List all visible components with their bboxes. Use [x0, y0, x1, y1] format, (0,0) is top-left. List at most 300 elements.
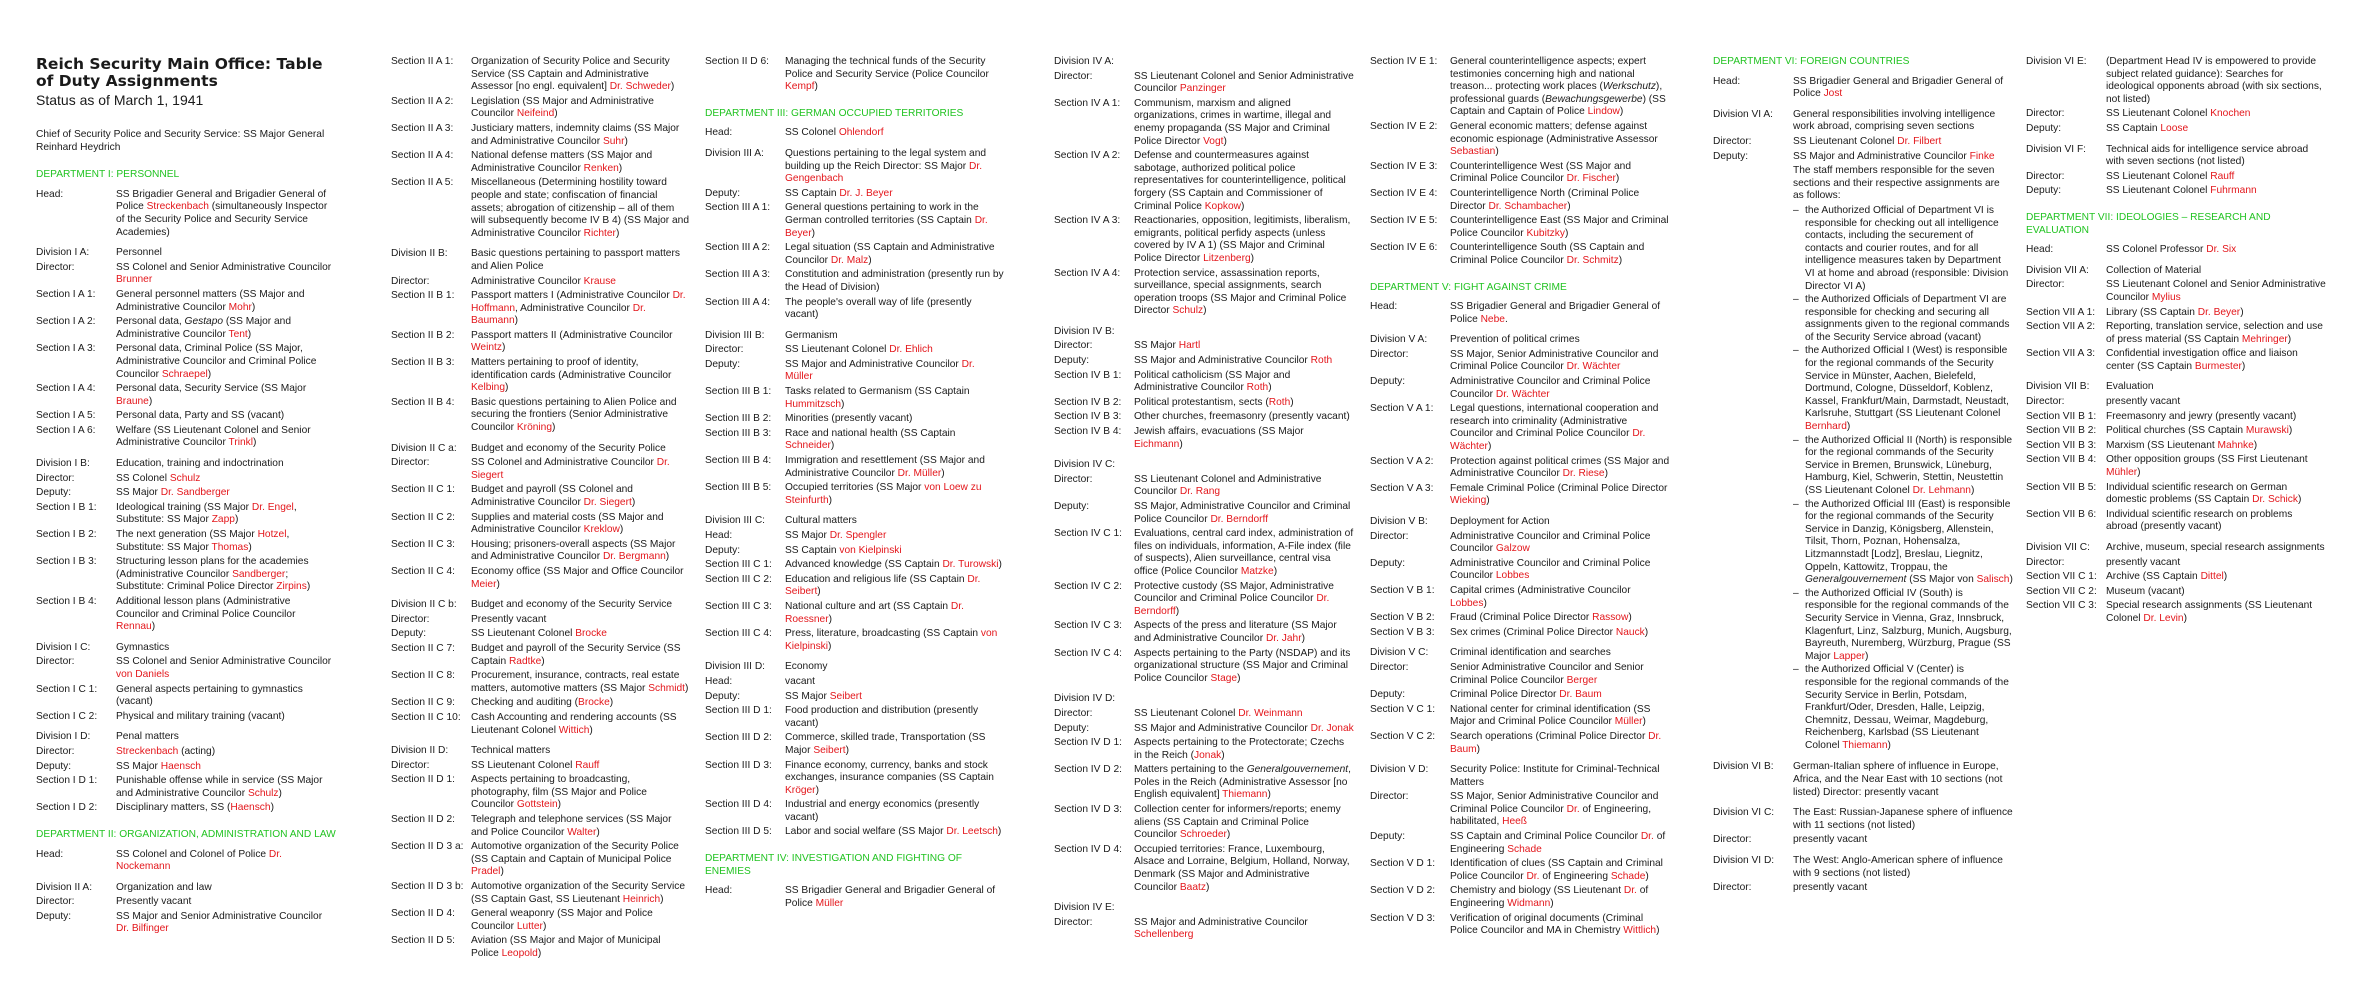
person-name: Dr. Gengenbach [785, 160, 983, 185]
duty-entry [36, 487, 336, 500]
entry-label: Director: [391, 457, 430, 469]
person-name: Schade [1610, 870, 1646, 882]
text-run: Organization and law [116, 881, 212, 893]
person-name: Wittich [558, 724, 590, 736]
person-name: Dr. [1566, 803, 1580, 815]
text-run: Administrative Councilor [471, 275, 584, 287]
entry-label: Section III C 3: [705, 600, 772, 612]
column-6 [1713, 56, 2013, 897]
text-run: SS Colonel [116, 472, 170, 484]
entry-label: Division IV C: [1054, 459, 1116, 471]
entry-label: Head: [705, 127, 733, 139]
text-run: ) [207, 368, 212, 380]
entry-text [1793, 136, 2013, 149]
duty-entry [1054, 370, 1354, 395]
duty-entry [391, 712, 691, 737]
duty-entry [1370, 121, 1670, 159]
duty-entry [391, 628, 691, 641]
text-run: of Engineering [1450, 885, 1649, 910]
department-heading: DEPARTMENT V: FIGHT AGAINST CRIME [1370, 281, 1567, 293]
entry-label: Division I B: [36, 458, 90, 470]
entry-text [1450, 858, 1670, 883]
department-heading: DEPARTMENT I: PERSONNEL [36, 169, 180, 181]
text-run: Basic questions pertaining to passport matters and Alien Police [471, 248, 680, 272]
person-name: Dr. Baum [1559, 689, 1602, 701]
duty-entry [705, 413, 1005, 426]
entry-text [1793, 205, 2013, 754]
entry-label: Deputy: [1370, 557, 1406, 569]
duty-entry [1054, 98, 1354, 148]
duty-entry [391, 881, 691, 906]
duty-entry [705, 691, 1005, 704]
entry-label: Director: [36, 472, 75, 484]
text-run: ) [505, 382, 509, 394]
duty-entry [705, 628, 1005, 653]
entry-text [785, 601, 1005, 626]
entry-text [1134, 501, 1354, 526]
entry-label: Section IV A 1: [1054, 97, 1121, 109]
duty-entry [36, 247, 336, 260]
text-run: Political churches (SS Captain [2106, 425, 2246, 437]
text-run: Structuring lesson plans for the academies (Administrative Councilor [116, 556, 309, 580]
person-name: Dr. Roessner [785, 600, 964, 625]
entry-label: Section I A 6: [36, 424, 96, 436]
entry-text [471, 539, 691, 564]
text-run: Administrative Councilor and Criminal Police Councilor [1450, 376, 1651, 400]
text-run: SS Lieutenant Colonel [2106, 170, 2211, 182]
person-name: Rennau [116, 621, 152, 633]
person-name: Thiemann [1222, 789, 1268, 801]
person-name: Neifeind [516, 108, 555, 120]
entry-text [471, 712, 691, 737]
text-run: Security Police: Institute for Criminal-Technical Matters [1450, 764, 1660, 788]
text-run: ) [514, 315, 519, 327]
text-run: Education, training and indoctrination [116, 458, 284, 470]
text-run: ) [1267, 789, 1271, 801]
entry-label: Deputy: [2026, 185, 2062, 197]
duty-entry [391, 56, 691, 94]
entry-label: Section VII B 5: [2026, 481, 2097, 493]
duty-entry [1370, 516, 1670, 529]
person-name: Dr. Müller [897, 467, 942, 479]
column-body [1370, 56, 1670, 938]
person-name: Walter [567, 826, 597, 838]
text-run: ) [2137, 467, 2141, 479]
text-run: Verification of original documents (Criminal Police Councilor and MA in Chemistry [1450, 912, 1644, 937]
text-run: Education and religious life (SS Captain [785, 573, 968, 585]
entry-text [1134, 737, 1354, 762]
person-name: Seibert [813, 744, 846, 756]
duty-entry [391, 814, 691, 839]
entry-text [471, 330, 691, 355]
duty-entry [36, 656, 336, 681]
entry-text [116, 425, 336, 450]
entry-label: Director: [1054, 916, 1093, 928]
duty-entry [36, 731, 336, 744]
text-run: Museum (vacant) [2106, 585, 2185, 597]
text-run: SS Colonel [785, 127, 839, 139]
text-run: Evaluations, central card index, administration of files on individuals, information, A-File index (file of suspects), Alien surveillance, central visa office (Police Councilor [1134, 528, 1354, 577]
duty-entry [1370, 558, 1670, 583]
entry-label: Director: [1370, 348, 1409, 360]
text-run: Other churches, freemasonry (presently vacant) [1134, 411, 1350, 423]
entry-text [471, 123, 691, 148]
person-name: Streckenbach [116, 745, 179, 757]
entry-label: Director: [36, 745, 75, 757]
text-run: Physical and military training (vacant) [116, 710, 285, 722]
duty-entry [1370, 349, 1670, 374]
duty-entry [2026, 381, 2326, 394]
entry-label: Section III D 4: [705, 799, 772, 811]
text-run: ) [1237, 672, 1241, 684]
text-run: ) [1564, 227, 1569, 239]
entry-label: Director: [1370, 791, 1409, 803]
text-run: Constitution and administration (presently run by the Head of Division) [785, 269, 1004, 293]
text-run: Race and national health (SS Captain [785, 427, 956, 439]
entry-text [1134, 459, 1354, 472]
duty-entry [391, 484, 691, 509]
entry-text [2106, 348, 2326, 373]
entry-text [785, 545, 1005, 558]
entry-label: Deputy: [1054, 501, 1090, 512]
duty-entry [391, 150, 691, 175]
text-run: SS Lieutenant Colonel [2106, 185, 2211, 197]
entry-label: Section V B 1: [1370, 584, 1435, 596]
person-name: Müller [1614, 716, 1643, 728]
duty-entry [36, 596, 336, 634]
entry-text [116, 458, 336, 471]
text-run: Economy office (SS Major and Office Councilor [471, 565, 684, 577]
entry-text [1450, 764, 1670, 789]
person-name: Rauff [575, 759, 600, 771]
duty-entry [1370, 858, 1670, 883]
entry-text [1134, 355, 1354, 368]
entry-text [2106, 557, 2326, 570]
entry-label: Section VII B 4: [2026, 454, 2097, 466]
entry-label: Section II C 10: [391, 711, 461, 723]
person-name: Dr. Malz [830, 254, 869, 266]
duty-entry [1370, 585, 1670, 610]
entry-text [1793, 165, 2013, 203]
entry-text [116, 849, 336, 874]
entry-text [1450, 161, 1670, 186]
person-name: Dittel [2200, 571, 2224, 583]
text-run: (SS Major and Administrative Councilor [116, 316, 291, 340]
entry-text [471, 512, 691, 537]
duty-entry [705, 386, 1005, 411]
italic-term: Generalgouvernement [1246, 764, 1349, 776]
duty-entry [1370, 188, 1670, 213]
duty-entry [36, 911, 336, 936]
entry-label: Section IV E 4: [1370, 187, 1438, 199]
text-run: Finance economy, currency, banks and stock exchanges, insurance companies (SS Captain [785, 759, 994, 784]
entry-text [471, 881, 691, 906]
person-name: Heinrich [622, 893, 661, 905]
entry-text [1134, 150, 1354, 213]
text-run: ) [1205, 881, 1210, 893]
text-run: ) [660, 893, 664, 905]
text-run: Female Criminal Police (Criminal Police Director [1450, 482, 1668, 494]
entry-text [785, 628, 1005, 653]
official-list-item [1793, 345, 2013, 433]
entry-text [1450, 612, 1670, 625]
entry-label: Director: [2026, 556, 2065, 568]
person-name: Dr. Riese [1562, 468, 1605, 480]
entry-text [116, 262, 336, 287]
entry-text [1134, 693, 1354, 706]
entry-label: Section IV D 1: [1054, 737, 1122, 749]
entry-text [1134, 426, 1354, 451]
entry-label: Division VII C: [2026, 542, 2090, 553]
duty-entry [1054, 501, 1354, 526]
entry-label: Section VII A 1: [2026, 306, 2096, 318]
text-run: Deployment for Action [1450, 516, 1550, 527]
entry-text [1134, 56, 1354, 69]
entry-text [116, 343, 336, 381]
entry-label: Deputy: [705, 544, 741, 556]
text-run: SS Colonel and Senior Administrative Councilor [116, 656, 332, 668]
text-run: ) [1846, 421, 1851, 433]
entry-text [785, 760, 1005, 798]
duty-entry [1713, 76, 2013, 101]
entry-text [1450, 56, 1670, 119]
duty-entry [1054, 737, 1354, 762]
entry-label: Section VII A 3: [2026, 348, 2096, 360]
entry-text [471, 397, 691, 435]
text-run: ) [845, 744, 849, 756]
person-name: von Daniels [116, 668, 170, 680]
person-name: Pradel [471, 866, 501, 878]
official-list-item [1793, 294, 2013, 344]
entry-text [1450, 483, 1670, 508]
text-run: the Authorized Official V (Center) is responsible for the regional commands of the Security Service in Berlin, Potsdam, Frankfurt/Oder, Dresden, Halle, Leipzig, Chemnitz, Dessau, Weimar, Magdeburg, Reichenberg, Karlsbad (SS Lieutenant Colonel [1805, 664, 2009, 751]
text-run: Organization of Security Police and Security Service (SS Captain and Administrative Assessor [no engl. equivalent] [471, 56, 670, 93]
text-run: ) [618, 162, 623, 174]
entry-label: Section II D 3 a: [391, 841, 464, 853]
text-run: ) [1618, 254, 1623, 266]
text-run: the Authorized Official II (North) is responsible for the regional commands of the Security Service in Bremen, Brunswick, Lüneburg, Hamburg, Kiel, Schwerin, Stettin, Neustettin (SS Lieutenant Colonel [1805, 434, 2013, 496]
person-name: Brunner [116, 274, 153, 286]
text-run: SS Major, Administrative Councilor and Criminal Police Councilor [1134, 501, 1351, 525]
text-run: the Authorized Official I (West) is responsible for the regional commands of the Security Service in Münster, Aachen, Bielefeld, Dortmund, Cologne, Düsseldorf, Koblenz, Kassel, Frankfurt/Main, Darmstadt, Neustadt, Karlsruhe, Stuttgart (SS Lieutenant Colonel [1805, 345, 2009, 420]
entry-label: Section V B 3: [1370, 626, 1435, 638]
duty-entry [391, 908, 691, 933]
text-run: Minorities (presently vacant) [785, 413, 913, 425]
entry-label: Deputy: [705, 358, 741, 370]
entry-text [2106, 321, 2326, 346]
text-run: Presently vacant [471, 613, 547, 625]
duty-entry [36, 473, 336, 486]
entry-label: Section III A 1: [705, 202, 771, 214]
text-run: ) [1495, 146, 1499, 158]
entry-text [471, 935, 691, 960]
text-run: ; Substitute: Criminal Police Director [116, 568, 289, 593]
entry-label: Section III C 4: [705, 628, 772, 640]
person-name: Dr. Fischer [1566, 173, 1616, 185]
duty-entry [1370, 731, 1670, 756]
entry-text [471, 670, 691, 695]
official-list-item [1793, 588, 2013, 664]
entry-label: Section II D 3 b: [391, 881, 464, 893]
text-run: ) [1476, 743, 1481, 755]
text-run: Archive, museum, special research assignments [2106, 542, 2325, 553]
entry-label: Division V D: [1370, 764, 1429, 776]
entry-text [1450, 885, 1670, 910]
text-run: of Engineering [1539, 870, 1611, 882]
entry-label: Section II A 4: [391, 150, 454, 162]
entry-label: Division IV D: [1054, 693, 1116, 705]
entry-text [1450, 662, 1670, 687]
entry-text [2106, 440, 2326, 453]
person-name: Dr. Berndorff [1210, 513, 1269, 525]
person-name: Dr. Berndorff [1134, 593, 1330, 617]
entry-text [1450, 704, 1670, 729]
entry-text [785, 330, 1005, 343]
duty-entry [36, 684, 336, 709]
duty-entry [36, 896, 336, 909]
text-run: ) [234, 514, 239, 526]
duty-entry [1370, 301, 1670, 326]
duty-entry [2026, 396, 2326, 409]
text-run: Justiciary matters, indemnity claims (SS Major and Administrative Councilor [471, 122, 680, 147]
duty-entry [1713, 761, 2013, 799]
text-run: ) [1642, 716, 1646, 728]
duty-entry [1054, 56, 1354, 69]
duty-entry [1054, 528, 1354, 578]
text-run: ) [1487, 441, 1492, 453]
entry-text [785, 885, 1005, 910]
person-name: Tent [228, 328, 248, 340]
entry-label: Division IV A: [1054, 56, 1115, 67]
person-name: Meier [471, 578, 497, 590]
text-run: SS Major, Senior Administrative Councilor and Criminal Police Councilor [1450, 791, 1659, 815]
entry-text [2106, 509, 2326, 534]
entry-label: Director: [1370, 530, 1409, 542]
entry-label: Section IV E 3: [1370, 160, 1438, 172]
entry-text [116, 502, 336, 527]
person-name: Dr. Leetsch [946, 826, 998, 838]
text-run: ) [619, 524, 624, 536]
duty-entry [36, 410, 336, 423]
person-name: von Loew zu Steinfurth [785, 482, 982, 506]
column-body [1054, 56, 1354, 942]
text-run: ) [2183, 612, 2187, 624]
entry-text [1134, 370, 1354, 395]
entry-text [785, 515, 1005, 528]
entry-label: Deputy: [2026, 122, 2062, 134]
text-run: Individual scientific research on German domestic problems (SS Captain [2106, 481, 2288, 506]
text-run: Other opposition groups (SS First Lieutenant [2106, 454, 2308, 466]
entry-text [471, 248, 691, 273]
duty-entry [391, 841, 691, 879]
entry-label: Section V A 2: [1370, 455, 1434, 467]
text-run: ) [814, 81, 818, 93]
text-run: Labor and social welfare (SS Major [785, 826, 947, 838]
column-body [36, 169, 336, 936]
person-name: Sandberger [232, 568, 286, 580]
entry-label: Director: [1054, 707, 1093, 719]
entry-label: Head: [36, 848, 64, 860]
duty-entry [2026, 185, 2326, 198]
person-name: Eichmann [1134, 438, 1180, 450]
duty-entry [1054, 764, 1354, 802]
entry-label: Division I D: [36, 731, 91, 743]
text-run: the Authorized Official IV (South) is responsible for the regional commands of the Security Service in Vienna, Graz, Innsbruck, Klagenfurt, Linz, Salzburg, Munich, Augsburg, Bayreuth, Nuremberg, Würzburg, Prague (SS Major [1805, 587, 2012, 662]
person-name: Mahnke [2217, 439, 2254, 451]
entry-text [2106, 265, 2326, 278]
entry-label: Section VII B 2: [2026, 425, 2097, 437]
text-run: National center for criminal identification (SS Major and Criminal Police Councilor [1450, 703, 1651, 728]
duty-entry [391, 397, 691, 435]
entry-label: Division VII A: [2026, 264, 2089, 276]
text-run: SS Colonel Professor [2106, 244, 2207, 256]
entry-text [1450, 403, 1670, 453]
entry-label: Deputy: [1054, 355, 1090, 367]
text-run: Chemistry and biology (SS Lieutenant [1450, 885, 1624, 897]
duty-entry [705, 455, 1005, 480]
duty-entry [1370, 56, 1670, 119]
entry-label: Section II C 2: [391, 511, 455, 523]
duty-entry [705, 428, 1005, 453]
entry-text [471, 290, 691, 328]
duty-entry [1713, 882, 2013, 895]
text-run: SS Captain [785, 187, 840, 199]
duty-entry [705, 676, 1005, 689]
person-name: Dr. Weinmann [1238, 707, 1303, 719]
entry-label: Section III A 3: [705, 269, 771, 281]
entry-text [2106, 123, 2326, 136]
person-name: Dr. Jonak [1310, 722, 1354, 734]
text-run: (acting) [178, 745, 216, 757]
official-list-item [1793, 664, 2013, 752]
entry-label: Section I A 2: [36, 316, 96, 328]
duty-entry [1054, 268, 1354, 318]
text-run: Political catholicism (SS Major and Administrative Councilor [1134, 369, 1291, 394]
text-run: Senior Administrative Councilor and Senior Criminal Police Councilor [1450, 661, 1644, 686]
entry-text [471, 484, 691, 509]
duty-entry [1370, 764, 1670, 789]
text-run: the Authorized Officials of Department VI are responsible for checking and securing all assignments given to the regional commands of the Security Service abroad (vacant) [1805, 294, 2010, 343]
entry-label: Deputy: [391, 628, 427, 640]
text-run: . [1504, 313, 1508, 325]
text-run: General personnel matters (SS Major and Administrative Councilor [116, 288, 305, 313]
entry-text [1134, 620, 1354, 645]
entry-label: Section II C 3: [391, 538, 455, 550]
text-run: Matters pertaining to the [1134, 764, 1247, 776]
text-run: Aspects pertaining to the Protectorate; Czechs in the Reich ( [1134, 737, 1345, 761]
text-run: ) [828, 640, 832, 652]
entry-text [1134, 326, 1354, 339]
text-run: Supplies and material costs (SS Major and Administrative Councilor [471, 511, 664, 536]
entry-text [471, 96, 691, 121]
text-run: ) [811, 227, 816, 239]
text-run: Ideological training (SS Major [116, 501, 252, 513]
person-name: Kreklow [583, 524, 620, 536]
entry-label: Section II C 8: [391, 670, 455, 682]
entry-text [1134, 71, 1354, 96]
text-run: ) [615, 227, 620, 239]
entry-label: Section II D 5: [391, 935, 455, 947]
text-run: ) [828, 494, 833, 506]
person-name: Renken [583, 162, 619, 174]
duty-entry [1370, 161, 1670, 186]
text-run: SS Captain and Criminal Police Councilor [1450, 831, 1641, 843]
text-run: ) [247, 328, 252, 340]
text-run: Legal situation (SS Captain and Administrative Councilor [785, 242, 995, 266]
duty-entry [2026, 244, 2326, 257]
text-run: ) [1241, 200, 1245, 212]
entry-text [1793, 151, 2013, 164]
